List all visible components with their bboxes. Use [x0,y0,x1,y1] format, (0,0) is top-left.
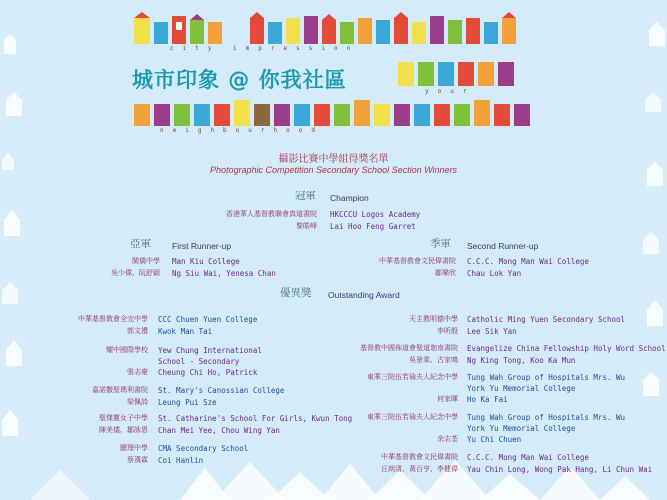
merit-student-en: Ho Ka Fai [467,395,508,404]
outstanding-label-en: Outstanding Award [328,290,400,300]
merit-student-en: Ng King Tong, Koo Ka Mun [467,356,576,365]
merit-student-en: Lee Sik Yan [467,327,517,336]
merit-student-en: Coi Hanlin [158,456,204,465]
caption-zh: 攝影比賽中學組得獎名單 [278,154,389,165]
merit-school-zh: 中華基督教會文民偉書院 [381,453,458,461]
champion-school-en: HKCCCU Logos Academy [330,210,421,219]
caption-en: Photographic Competition Secondary School Section Winners [209,165,458,175]
merit-school-en: CCC Chuen Yuen College [158,315,258,324]
merit-school-zh: 東華三院伍若瑜夫人紀念中學 [367,373,458,381]
merit-student-en: Leung Pui Sze [158,398,217,407]
merit-school-zh: 基督教中國佈道會聖道迦南書院 [360,344,458,352]
outstanding-label-zh: 優異獎 [280,287,312,299]
merit-school-zh: 耀中國際學校 [106,346,148,354]
champion-student-zh: 黎皓峰 [296,222,317,230]
first-runner-up-student-zh: 吳少偉、阮舒穎 [111,269,160,277]
first-runner-up-school-en: Man Kiu College [172,257,240,266]
merit-school-en: C.C.C. Mong Man Wai College [467,453,589,462]
champion-school-zh: 香港華人基督教聯會真道書院 [226,210,317,218]
merit-student-zh: 余志荃 [437,435,458,443]
page-title-zh: 城市印象 @ 你我社區 [132,68,347,92]
merit-student-zh: 蔡漢霖 [127,456,148,464]
second-runner-up-school-en: C.C.C. Mong Man Wai College [467,257,589,266]
merit-student-zh: 張志豪 [127,368,148,376]
header-latin-row2: your [425,88,476,95]
champion-label-en: Champion [330,193,369,203]
first-runner-up-label-zh: 亞軍 [130,238,151,250]
merit-school-zh: 聖傑靈女子中學 [99,414,148,422]
merit-student-zh: 吳景棠、古家鳴 [409,356,458,364]
champion-student-en: Lai Hoo Feng Garret [330,222,416,231]
merit-school-en: Evangelize China Fellowship Holy Word School [467,344,666,353]
merit-school-en: Yew Chung International School - Secondary [158,346,262,366]
merit-student-en: Yau Chin Long, Wong Pak Hang, Li Chun Wai [467,465,653,474]
header-latin-row3: neighbourhood [160,127,324,134]
merit-school-en: St. Mary's Canossian College [158,386,285,395]
merit-student-en: Chan Mei Yee, Chou Wing Yan [158,426,280,435]
first-runner-up-label-en: First Runner-up [172,241,232,251]
merit-school-en: Catholic Ming Yuen Secondary School [467,315,626,324]
merit-student-zh: 郭文禮 [127,327,148,335]
merit-school-en: Tung Wah Group of Hospitals Mrs. Wu York Yu Memorial College [467,413,626,433]
merit-student-zh: 梁佩詩 [127,398,148,406]
second-runner-up-school-zh: 中華基督教會文民偉書院 [379,257,456,265]
second-runner-up-label-zh: 季軍 [430,238,451,250]
merit-school-en: St. Catharine's School For Girls, Kwun Tong [158,414,353,423]
merit-school-zh: 嘉諾撒聖瑪利書院 [92,386,148,394]
second-runner-up-label-en: Second Runner-up [467,241,539,251]
merit-school-zh: 東華三院伍若瑜夫人紀念中學 [367,413,458,421]
champion-label-zh: 冠軍 [295,190,316,202]
merit-school-zh: 顯理中學 [120,444,148,452]
merit-student-en: Cheung Chi Ho, Patrick [158,368,258,377]
second-runner-up-student-zh: 鄒樂欣 [435,269,456,277]
second-runner-up-student-en: Chau Lok Yan [467,269,522,278]
merit-student-zh: 陳美儀、鄒詠恩 [99,426,148,434]
merit-student-en: Yu Chi Chuen [467,435,522,444]
merit-school-zh: 天主教明德中學 [409,315,458,323]
merit-student-en: Kwok Man Tai [158,327,213,336]
merit-school-zh: 中華基督教會全完中學 [78,315,148,323]
merit-student-zh: 丘朗清、黃百亨、李健偉 [381,465,458,473]
first-runner-up-school-zh: 閩僑中學 [132,257,160,265]
header-latin-row1: city impression [170,45,360,52]
merit-school-en: Tung Wah Group of Hospitals Mrs. Wu York Yu Memorial College [467,373,626,393]
merit-school-en: CMA Secondary School [158,444,249,453]
merit-student-zh: 何家暉 [437,395,458,403]
merit-student-zh: 李昕殷 [437,327,458,335]
first-runner-up-student-en: Ng Siu Wai, Yenesa Chan [172,269,276,278]
